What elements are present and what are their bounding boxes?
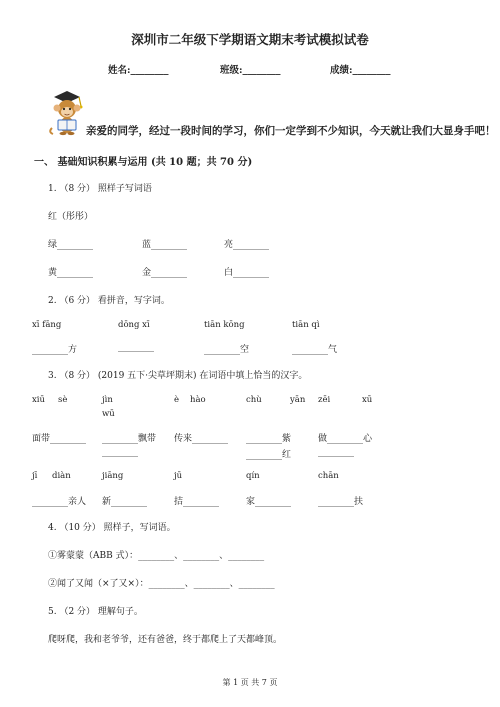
q3-pinyin: chù (246, 395, 262, 405)
page-title: 深圳市二年级下学期语文期末考试模拟试卷 (131, 32, 369, 47)
q1-example: 红（彤彤） (48, 212, 94, 222)
score-field: 成绩:________ (330, 65, 391, 76)
q3-pinyin: yān (290, 395, 306, 405)
q2-blank: ________气 (292, 345, 338, 355)
q3-blank: 传来________ (174, 434, 229, 444)
q3-pinyin: xū (362, 395, 373, 405)
q3-pinyin: jiāng (102, 471, 124, 481)
q3-blank: ________扶 (318, 497, 364, 507)
q3-pinyin: xiū (32, 395, 45, 405)
q2-pinyin: dōng xī (118, 320, 150, 330)
q3-blank: 家________ (246, 497, 292, 507)
q4-line: ②闻了又闻（×了又×）：________、________、________ (48, 579, 275, 589)
q3-blank: ________红 (246, 450, 292, 460)
q3-pinyin: jī (32, 471, 38, 481)
q2-blank: ________ (118, 342, 154, 352)
section-heading: 一、 基础知识积累与运用 (共 10 题；共 70 分) (34, 157, 253, 168)
q1-item: 白________ (224, 268, 270, 278)
name-field: 姓名:________ (108, 65, 169, 76)
question-3-header: 3. （8 分） (2019 五下·尖草坪期末) 在词语中填上恰当的汉字。 (48, 371, 308, 381)
q3-pinyin: sè (58, 395, 68, 405)
q1-item: 蓝________ (142, 240, 188, 250)
q3-blank: 新________ (102, 497, 148, 507)
monkey-graduate-icon (44, 88, 90, 136)
q3-pinyin: zēi (318, 395, 331, 405)
question-2-header: 2. （6 分） 看拼音，写字词。 (48, 296, 170, 306)
q3-blank: ________ (318, 447, 354, 457)
q2-pinyin: tiān qì (292, 320, 320, 330)
question-5-header: 5. （2 分） 理解句子。 (48, 607, 143, 617)
q3-blank: ________亲人 (32, 497, 87, 507)
q2-pinyin: tiān kōng (204, 320, 245, 330)
q3-pinyin: jū (174, 471, 183, 481)
q3-pinyin: hào (190, 395, 206, 405)
q1-item: 黄________ (48, 268, 94, 278)
q2-pinyin: xī fāng (32, 320, 62, 330)
q3-pinyin: qín (246, 471, 260, 481)
q1-item: 亮________ (224, 240, 270, 250)
q3-blank: ________ (102, 447, 138, 457)
q3-pinyin: wū (102, 409, 115, 419)
intro-text: 亲爱的同学，经过一段时间的学习，你们一定学到不少知识，今天就让我们大显身手吧！ (86, 125, 496, 137)
class-field: 班级:________ (220, 65, 281, 76)
q3-blank: 拮________ (174, 497, 220, 507)
q3-blank: ________紫 (246, 434, 292, 444)
q5-sentence: 爬呀爬，我和老爷爷，还有爸爸，终于都爬上了天都峰顶。 (48, 635, 283, 645)
q2-blank: ________方 (32, 345, 78, 355)
q3-pinyin: è (174, 395, 180, 405)
question-4-header: 4. （10 分） 照样子，写词语。 (48, 523, 176, 533)
question-1-header: 1. （8 分） 照样子写词语 (48, 184, 152, 194)
q2-blank: ________空 (204, 345, 250, 355)
page-footer: 第 1 页 共 7 页 (222, 678, 278, 687)
q3-blank: ________飘带 (102, 434, 157, 444)
q3-pinyin: jìn (102, 395, 113, 405)
q3-pinyin: diàn (52, 471, 71, 481)
q4-line: ①雾蒙蒙（ABB 式）：________、________、________ (48, 551, 265, 561)
q3-blank: 做________心 (318, 434, 373, 444)
q1-item: 绿________ (48, 240, 94, 250)
q3-pinyin: chān (318, 471, 339, 481)
q3-blank: 面带________ (32, 434, 87, 444)
q1-item: 金________ (142, 268, 188, 278)
